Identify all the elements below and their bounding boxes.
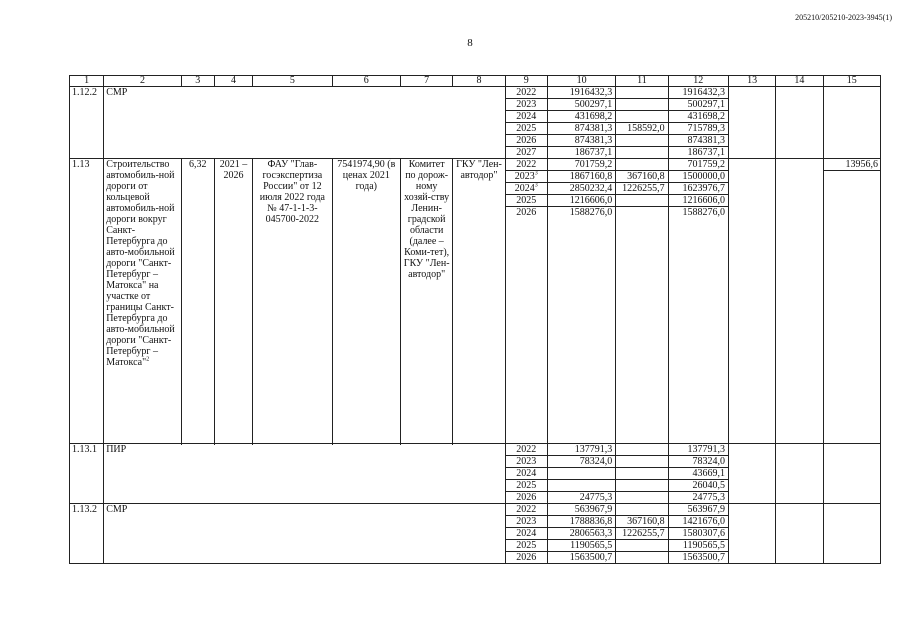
year-cell: 2024: [505, 468, 547, 480]
federal-cell: 367160,8: [616, 171, 668, 183]
column-header: 11: [616, 76, 668, 87]
federal-cell: 367160,8: [616, 516, 668, 528]
regional-cell: 1588276,0: [668, 207, 728, 444]
regional-cell: 1500000,0: [668, 171, 728, 183]
year-cell: 2026: [505, 552, 547, 564]
federal-cell: [616, 159, 668, 171]
regional-cell: 43669,1: [668, 468, 728, 480]
regional-cell: 563967,9: [668, 504, 728, 516]
year-cell: [505, 159, 547, 171]
column-header: 4: [214, 76, 252, 87]
total-cell: 1190565,5: [547, 540, 615, 552]
year-cell: 2026: [505, 492, 547, 504]
length-cell: 6,32: [181, 159, 214, 444]
item-name: ПИР: [104, 444, 505, 504]
year-cell: 2025: [505, 123, 547, 135]
table-row: [70, 444, 881, 456]
year-cell: 2023: [505, 456, 547, 468]
item-number: 1.12.2: [70, 87, 104, 159]
year-cell: 2025: [505, 480, 547, 492]
item-name-text: Строительство автомобиль-ной дороги от кольцевой автомобиль-ной дороги вокруг Санкт-Петербурга до авто-мобильной дороги "Санкт-Петербург – Матокса" на участке от границы Санкт-Петербурга до авто-мобильной дороги "Санкт-Петербург – Матокса": [106, 159, 175, 368]
regional-cell: 1563500,7: [668, 552, 728, 564]
year-cell: 2026: [505, 135, 547, 147]
customer-cell: Комитет по дорож-ному хозяй-ству Ленин-градской области (далее – Коми-тет), ГКУ "Лен-автодор": [401, 159, 453, 444]
year-cell: 2024: [505, 528, 547, 540]
federal-cell: [616, 135, 668, 147]
year-cell: 2023: [505, 516, 547, 528]
footnote-mark: 3: [534, 170, 538, 177]
column-header: 1: [70, 76, 104, 87]
page-number: 8: [467, 37, 473, 49]
year-text: 2022: [516, 159, 537, 170]
federal-cell: [616, 87, 668, 99]
year-cell: 2022: [505, 87, 547, 99]
year-cell: 2023: [505, 99, 547, 111]
regional-cell: 1216606,0: [668, 195, 728, 207]
total-cell: 1867160,8: [547, 171, 615, 183]
empty-cell: [776, 444, 823, 504]
column-header: 14: [776, 76, 823, 87]
total-cell: 1588276,0: [547, 207, 615, 444]
total-cell: 701759,2: [547, 159, 615, 171]
total-cell: 431698,2: [547, 111, 615, 123]
total-cell: 874381,3: [547, 135, 615, 147]
column-header: 10: [547, 76, 615, 87]
table-row: [70, 159, 881, 171]
federal-cell: [616, 468, 668, 480]
total-cell: [547, 480, 615, 492]
total-cell: 500297,1: [547, 99, 615, 111]
total-cell: 186737,1: [547, 147, 615, 159]
table-row: [70, 87, 881, 99]
federal-cell: [616, 444, 668, 456]
regional-cell: 701759,2: [668, 159, 728, 171]
empty-cell: [776, 87, 823, 159]
federal-cell: [616, 456, 668, 468]
column-header: 7: [401, 76, 453, 87]
total-cell: 2850232,4: [547, 183, 615, 195]
regional-cell: 1623976,7: [668, 183, 728, 195]
federal-cell: [616, 540, 668, 552]
empty-cell: [823, 504, 880, 564]
item-number: 1.13: [70, 159, 104, 444]
capacity-cell: 13956,6: [823, 159, 880, 171]
empty-cell: [823, 171, 880, 444]
total-cell: 137791,3: [547, 444, 615, 456]
year-text: 2026: [516, 207, 537, 218]
column-header: 3: [181, 76, 214, 87]
regional-cell: 78324,0: [668, 456, 728, 468]
year-text: 2024: [514, 183, 535, 194]
year-text: 2025: [516, 195, 537, 206]
year-cell: [505, 171, 547, 183]
cost-cell: 7541974,90 (в ценах 2021 года): [332, 159, 400, 444]
year-cell: 2027: [505, 147, 547, 159]
column-header: 15: [823, 76, 880, 87]
item-name: [104, 159, 181, 444]
year-cell: 2024: [505, 111, 547, 123]
regional-cell: 1190565,5: [668, 540, 728, 552]
item-number: 1.13.1: [70, 444, 104, 504]
federal-cell: [616, 207, 668, 444]
regional-cell: 1916432,3: [668, 87, 728, 99]
footnote-mark: 3: [534, 182, 538, 189]
federal-cell: [616, 111, 668, 123]
total-cell: [547, 468, 615, 480]
total-cell: 78324,0: [547, 456, 615, 468]
period-cell: 2021 – 2026: [214, 159, 252, 444]
empty-cell: [776, 159, 823, 444]
year-cell: [505, 183, 547, 195]
total-cell: 1788836,8: [547, 516, 615, 528]
total-cell: 2806563,3: [547, 528, 615, 540]
item-name: СМР: [104, 504, 505, 564]
column-header: 13: [728, 76, 775, 87]
empty-cell: [728, 444, 775, 504]
column-header: 8: [453, 76, 505, 87]
federal-cell: 1226255,7: [616, 528, 668, 540]
year-cell: 2022: [505, 444, 547, 456]
document-code: 205210/205210-2023-3945(1): [795, 13, 892, 22]
contractor-cell: ГКУ "Лен-автодор": [453, 159, 505, 444]
column-header: 12: [668, 76, 728, 87]
federal-cell: [616, 504, 668, 516]
year-cell: [505, 207, 547, 444]
regional-cell: 1580307,6: [668, 528, 728, 540]
regional-cell: 715789,3: [668, 123, 728, 135]
empty-cell: [728, 87, 775, 159]
federal-cell: [616, 480, 668, 492]
footnote-mark: 2: [146, 356, 150, 363]
year-text: 2023: [514, 171, 535, 182]
table-row: [70, 504, 881, 516]
column-header: 9: [505, 76, 547, 87]
total-cell: 1216606,0: [547, 195, 615, 207]
expertise-cell: ФАУ "Глав-госэкспертиза России" от 12 июля 2022 года № 47-1-1-3-045700-2022: [253, 159, 332, 444]
total-cell: 1916432,3: [547, 87, 615, 99]
federal-cell: [616, 147, 668, 159]
federal-cell: [616, 552, 668, 564]
regional-cell: 24775,3: [668, 492, 728, 504]
regional-cell: 137791,3: [668, 444, 728, 456]
column-header: 6: [332, 76, 400, 87]
column-header: 2: [104, 76, 181, 87]
federal-cell: [616, 195, 668, 207]
empty-cell: [823, 444, 880, 504]
year-cell: [505, 195, 547, 207]
regional-cell: 26040,5: [668, 480, 728, 492]
column-header: 5: [253, 76, 332, 87]
regional-cell: 186737,1: [668, 147, 728, 159]
federal-cell: [616, 99, 668, 111]
year-cell: 2025: [505, 540, 547, 552]
empty-cell: [728, 504, 775, 564]
federal-cell: [616, 492, 668, 504]
federal-cell: 158592,0: [616, 123, 668, 135]
regional-cell: 431698,2: [668, 111, 728, 123]
budget-table: [69, 75, 881, 564]
regional-cell: 500297,1: [668, 99, 728, 111]
total-cell: 24775,3: [547, 492, 615, 504]
year-cell: 2022: [505, 504, 547, 516]
empty-cell: [776, 504, 823, 564]
empty-cell: [823, 87, 880, 159]
item-number: 1.13.2: [70, 504, 104, 564]
total-cell: 1563500,7: [547, 552, 615, 564]
federal-cell: 1226255,7: [616, 183, 668, 195]
regional-cell: 1421676,0: [668, 516, 728, 528]
item-name: СМР: [104, 87, 505, 159]
total-cell: 874381,3: [547, 123, 615, 135]
empty-cell: [728, 159, 775, 444]
total-cell: 563967,9: [547, 504, 615, 516]
column-number-row: [70, 76, 881, 87]
regional-cell: 874381,3: [668, 135, 728, 147]
